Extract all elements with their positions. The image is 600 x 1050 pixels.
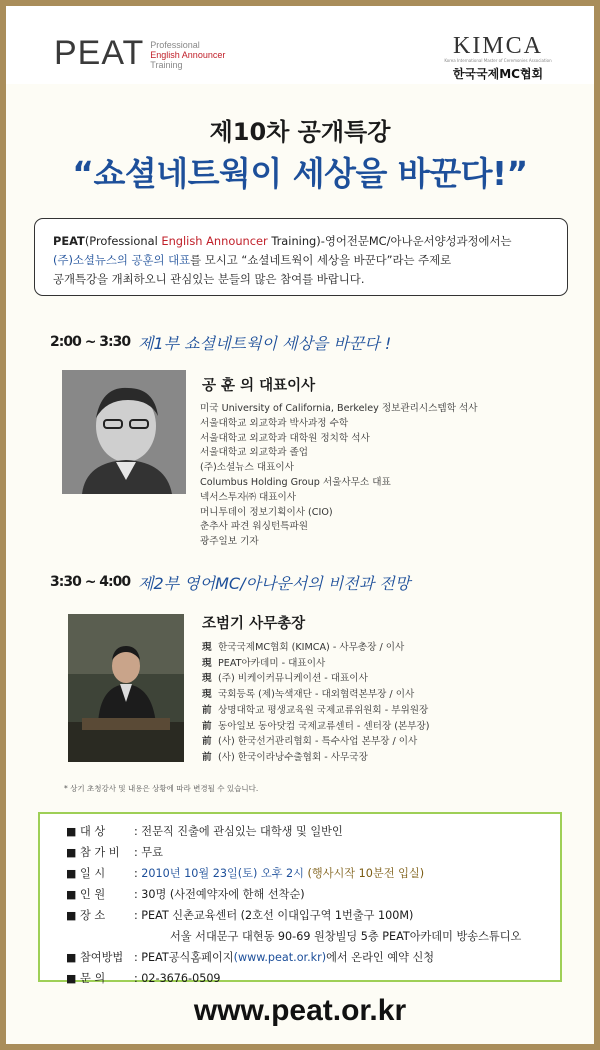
bio-line: 넥서스투자㈜ 대표이사	[200, 491, 297, 503]
info-value-date: 2010년 10월 23일(토) 오후 2시	[141, 867, 304, 880]
bullet-icon: ■	[66, 972, 77, 985]
bio-line: 광주일보 기자	[200, 536, 259, 548]
info-label: 참여방법	[79, 951, 124, 964]
bio-text: 동아일보 동아닷컴 국제교류센터 - 센터장 (본부장)	[218, 720, 430, 732]
peat-sub-line: Training	[150, 60, 183, 70]
bio-line	[202, 656, 430, 672]
speaker1-photo	[62, 370, 186, 494]
peat-sub-line: English Announcer	[150, 50, 226, 60]
bio-mark: 現	[202, 657, 212, 669]
bio-text: PEAT아카데미 - 대표이사	[218, 657, 326, 669]
session1-title: 제1부 쇼셜네트웍이 세상을 바꾼다 !	[138, 334, 392, 353]
info-row-venue: ■ 장 소 : PEAT 신촌교육센터 (2호선 이대입구역 1번출구 100M)	[66, 909, 414, 922]
bio-line: (주)소셜뉴스 대표이사	[200, 462, 294, 474]
kimca-logo-tagline: Korea International Master of Ceremonies Association	[444, 58, 552, 63]
info-row-address: 서울 서대문구 대현동 90-69 원창빌딩 5층 PEAT아카데미 방송스튜디오	[170, 930, 522, 943]
info-row-target: ■ 대 상 : 전문직 진출에 관심있는 대학생 및 일반인	[66, 825, 343, 838]
info-value: 전문직 진출에 관심있는 대학생 및 일반인	[141, 825, 343, 838]
intro-box	[34, 218, 568, 296]
info-label: 장 소	[79, 909, 106, 922]
bio-mark: 現	[202, 689, 212, 701]
bio-mark: 前	[202, 736, 212, 748]
event-main-title: “쇼셜네트웍이 세상을 바꾼다!”	[72, 154, 528, 193]
bio-text: (사) 한국이라낭수출협회 - 사무국장	[218, 751, 368, 763]
intro-line-1	[53, 232, 553, 251]
speaker1-portrait	[62, 370, 186, 494]
info-value: 무료	[141, 846, 163, 859]
header	[6, 6, 594, 84]
session1-time: 2:00 ~ 3:30	[50, 334, 131, 350]
bio-mark: 前	[202, 751, 212, 763]
speaker1-bio	[200, 402, 478, 550]
bio-text: 상명대학교 평생교육원 국제교류위원회 - 부위원장	[218, 704, 429, 716]
intro-company: (주)소셜뉴스의 공훈의 대표	[53, 253, 191, 267]
peat-logo-subtitle	[150, 40, 225, 70]
kimca-logo-korean: 한국국제MC협회	[452, 67, 544, 81]
session2-time: 3:30 ~ 4:00	[50, 574, 131, 590]
speaker2-photo	[68, 614, 184, 762]
bio-line: 서울대학교 외교학과 대학원 정치학 석사	[200, 432, 370, 444]
info-value: PEAT 신촌교육센터 (2호선 이대입구역 1번출구 100M)	[141, 909, 414, 922]
info-value: 02-3676-0509	[141, 972, 221, 985]
speaker2-name: 조범기 사무총장	[202, 616, 306, 632]
kimca-logo	[442, 34, 554, 82]
event-number-title: 제10차 공개특강	[209, 118, 391, 146]
bio-mark: 現	[202, 673, 212, 685]
bullet-icon: ■	[66, 888, 77, 901]
info-value: 30명 (사전예약자에 한해 선착순)	[141, 888, 305, 901]
bio-text: (사) 한국선거관리협회 - 특수사업 본부장 / 이사	[218, 736, 418, 748]
intro-text: (Professional	[84, 234, 162, 248]
bio-line: 미국 University of California, Berkeley 정보관리시스템학 석사	[200, 403, 478, 414]
info-label: 문 의	[79, 972, 106, 985]
info-value-note: (행사시작 10분전 입실)	[303, 867, 425, 880]
intro-text: Training)-영어전문MC/아나운서양성과정에서는	[271, 234, 512, 248]
session2-title: 제2부 영어MC/아나운서의 비전과 전망	[138, 574, 411, 593]
info-row-contact: ■ 문 의 : 02-3676-0509	[66, 972, 221, 985]
bio-mark: 前	[202, 720, 212, 732]
bullet-icon: ■	[66, 825, 77, 838]
bullet-icon: ■	[66, 909, 77, 922]
peat-logo	[54, 34, 226, 72]
change-notice: * 상기 초청강사 및 내용은 상황에 따라 변경될 수 있습니다.	[64, 784, 259, 793]
bio-line: Columbus Holding Group 서울사무소 대표	[200, 476, 391, 488]
info-row-signup: ■ 참여방법 : PEAT공식홈페이지(www.peat.or.kr)에서 온라인 예약 신청	[66, 951, 435, 964]
info-label: 인 원	[79, 888, 106, 901]
speaker1-name: 공 훈 의 대표이사	[202, 378, 316, 394]
peat-sub-line: Professional	[150, 40, 200, 50]
homepage-link[interactable]: (www.peat.or.kr)	[233, 951, 327, 964]
bio-line: 춘추사 파견 워싱턴특파원	[200, 521, 309, 533]
bio-text: 한국국제MC협회 (KIMCA) - 사무총장 / 이사	[218, 642, 405, 653]
bio-line	[202, 703, 430, 719]
bullet-icon: ■	[66, 951, 77, 964]
bullet-icon: ■	[66, 846, 77, 859]
info-row-capacity: ■ 인 원 : 30명 (사전예약자에 한해 선착순)	[66, 888, 305, 901]
speaker2-bio	[202, 640, 430, 766]
bio-text: (주) 비케이커뮤니케이션 - 대표이사	[218, 673, 368, 685]
bio-line	[202, 734, 430, 750]
bio-line: 서울대학교 외교학과 졸업	[200, 447, 309, 459]
bio-line: 머니투데이 정보기획이사 (CIO)	[200, 506, 333, 518]
poster-frame	[6, 6, 594, 1044]
bio-line	[202, 750, 430, 766]
intro-highlight: English Announcer	[161, 234, 272, 248]
speaker2-portrait	[68, 614, 184, 762]
bullet-icon: ■	[66, 867, 77, 880]
bio-line	[202, 640, 430, 656]
info-row-fee: ■ 참 가 비 : 무료	[66, 846, 163, 859]
intro-peat: PEAT	[53, 234, 85, 248]
intro-line-3: 공개특강을 개최하오니 관심있는 분들의 많은 참여를 바랍니다.	[53, 272, 365, 286]
bio-mark: 前	[202, 704, 212, 716]
info-label: 대 상	[79, 825, 106, 838]
footer-url[interactable]: www.peat.or.kr	[193, 994, 407, 1027]
bio-mark: 現	[202, 642, 212, 653]
bio-line	[202, 719, 430, 735]
info-label: 참 가 비	[79, 846, 120, 859]
peat-logo-word: PEAT	[54, 34, 145, 72]
info-value: PEAT공식홈페이지	[141, 951, 234, 964]
info-value: 에서 온라인 예약 신청	[326, 951, 435, 964]
bio-text: 국회등록 (제)녹색재단 - 대외협력본부장 / 이사	[218, 689, 415, 701]
intro-text: 를 모시고 “쇼셜네트웍이 세상을 바꾼다”라는 주제로	[190, 253, 452, 267]
info-row-datetime: ■ 일 시 : 2010년 10월 23일(토) 오후 2시 (행사시작 10분전 입실)	[66, 867, 425, 880]
intro-line-2	[53, 251, 553, 270]
kimca-logo-word: KIMCA	[452, 33, 543, 59]
info-label: 일 시	[79, 867, 106, 880]
bio-line	[202, 687, 430, 703]
bio-line	[202, 671, 430, 687]
bio-line: 서울대학교 외교학과 박사과정 수학	[200, 417, 349, 429]
